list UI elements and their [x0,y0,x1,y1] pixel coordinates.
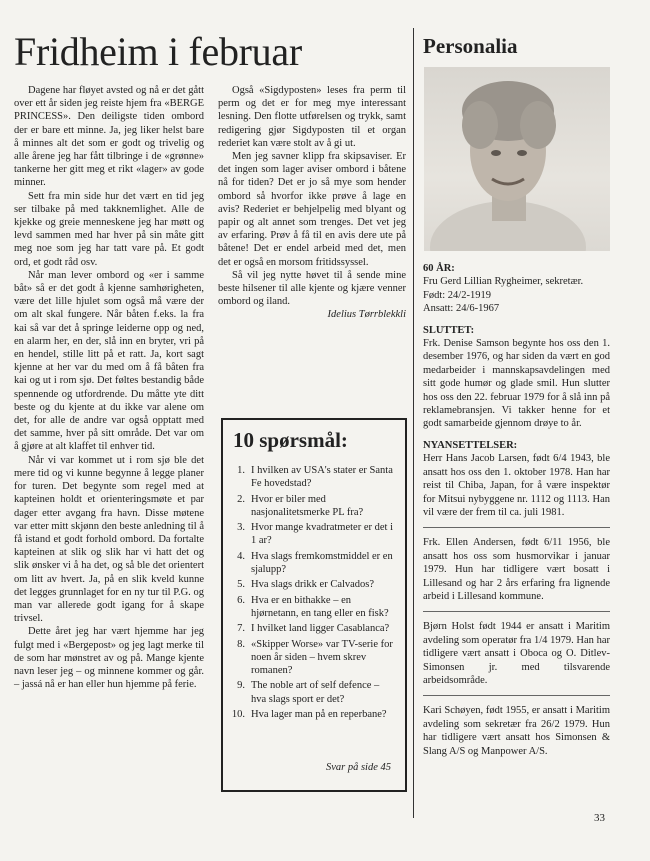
portrait-photo [424,67,610,251]
entry-divider [423,695,610,696]
article-paragraph: Så vil jeg nytte høvet til å sende mine beste hilsener til alle kjente og kjære venner ombord og iland. [218,269,406,308]
quiz-item-number: 4. [237,550,245,562]
article-column-2 [218,84,406,322]
quiz-item-number: 7. [237,623,245,635]
article-paragraph: Når vi var kommet ut i rom sjø ble det mere tid og vi kunne begynne å legge planer for turen. Det begynte som regel med at kapteinen holdt et orienteringsmøte et par dager etter avgang fra havn. Disse møtene var etter mitt skjønn den beste anledning til å få istand et godt forhold ombord. Da fortalte kapteinen at slik og slik har vi hatt det og slik ønsker vi å ha det, og så ble det orientert om litt av hvert. Ja, på en slik kveld kunne det legges grunnlaget for en ny tur til P.G. og man var allerede godt igang for å skape trivsel. [14,454,204,625]
new-hires-heading: NYANSETTELSER: [423,439,518,451]
portrait-figure [424,67,610,251]
quiz-item-text: The noble art of self defence – hva slags sport er det? [251,680,380,705]
page-number: 33 [594,812,605,824]
quiz-item-number: 2. [237,493,245,505]
quiz-item-number: 6. [237,594,245,606]
quiz-item [227,493,397,520]
anniversary-line: Ansatt: 24/6-1967 [423,303,500,315]
quit-heading: SLUTTET: [423,324,475,336]
quiz-item [227,679,397,706]
quiz-answer-reference: Svar på side 45 [325,762,391,773]
entry-divider [423,611,610,612]
article-paragraph: Sett fra min side hur det vært en tid jeg ser tilbake på med takknemlighet. Alle de kjekke og greie menneskene jeg har møtt og levd sammen med har hver på sin måte gitt meg noe som jeg har tatt vare på. Et godt ord, et godt råd osv. [14,190,204,268]
quiz-item-number: 5. [237,579,245,591]
quiz-item-text: «Skipper Worse» var TV-serie for noen år siden – hvem skrev romanen? [251,638,393,677]
quiz-item [227,622,397,635]
entry-divider [423,527,610,528]
quiz-item-number: 10. [231,709,245,721]
quiz-item-number: 3. [237,522,245,534]
article-paragraph: Dette året jeg har vært hjemme har jeg fulgt med i «Bergepost» og jeg lagt merke til de som har mønstret av og på. Mange kjente navn leser jeg – og minnene kommer og går. – jassá nå er han eller hun hjemme på ferie. [14,626,204,691]
quiz-item-text: I hvilken av USA's stater er Santa Fe hovedstad? [251,465,393,490]
article-paragraph: Når man lever ombord og «er i samme båt» så er det godt å kjenne samhørigheten, være det lille hjulet som også må være der om alt skal fungere. Når båten f.eks. la fra kai så var det å springe leiderne opp og ned, en alarm her, en der, slå inn en bryter, vri på en hendel, stille litt på et ratt. Ja, kort sagt kjenne at her var du med om å få båten fra kai og ut i rom sjø. Det føltes bestandig både spennende og utfordrende. Du måtte yte ditt beste og du kjente at du ikke var alene om det, for alle de andre var også opptatt med det samme, hver på sitt område. Det var om å gjøre at alt klaffet til enhver tid. [14,269,204,453]
article-paragraph: Også «Sigdyposten» leses fra perm til perm og det er for meg mye interessant lesning. Den flotte utførelsen og trykk, samt redigering gjør Sigdyposten til et organ rederiet kan være stolt av å gi ut. [218,85,406,149]
personalia-title: Personalia [423,34,518,58]
quiz-box [221,418,407,792]
quiz-item-text: Hva slags fremkomstmiddel er en sjalupp? [251,550,393,576]
quiz-item-text: Hvor er biler med nasjonalitetsmerke PL fra? [251,493,364,518]
quiz-list [227,464,397,723]
article-column-1 [14,84,204,691]
quiz-item-number: 9. [237,680,245,692]
article-title: Fridheim i februar [14,29,302,74]
new-hire-entry: Kari Schøyen, født 1955, er ansatt i Maritim avdeling som sekretær fra 26/2 1979. Hun har tidligere vært ansatt hos Simonsen & Slang A/S og Manpower A/S. [423,705,610,757]
quiz-title: 10 spørsmål: [233,428,348,452]
quiz-item [227,594,397,621]
quiz-item-number: 8. [237,638,245,650]
quiz-item-text: I hvilket land ligger Casablanca? [251,623,390,635]
quiz-item-text: Hva lager man på en reperbane? [251,709,387,721]
quiz-item [227,550,397,577]
quiz-item-text: Hva er en bithakke – en hjørnetann, en tang eller en fisk? [251,594,389,619]
new-hire-entry: Frk. Ellen Andersen, født 6/11 1956, ble ansatt hos oss som husmorvikar i januar 1979. Hun har tidligere vært bosatt i Lillesand og har 2 års erfaring fra lignende arbeid i Lillesand kommune. [423,537,610,602]
article-paragraph: Men jeg savner klipp fra skipsaviser. Er det ingen som lager aviser ombord i båtene nå for tiden? Det er jo så mye som hender ombord så hvorfor ikke prøve å lage en avis? Rederiet er behjelpelig med blyant og papir og alt annet som trenges. Det vet jeg av erfaring. Prøv å få til en avis dere ute på båtene! Det er endel arbeid med det, men det er også en morsom fritidssyssel. [218,151,406,268]
quiz-item [227,638,397,678]
quiz-item-text: Hvor mange kvadratmeter er det i 1 ar? [251,522,393,547]
quiz-item-number: 1. [237,465,245,476]
new-hire-entry: Bjørn Holst født 1944 er ansatt i Maritim avdeling som operatør fra 1/4 1979. Han har tidligere vært ansatt i Oboca og O. Ditlev-Simonsen jr. med tilsvarende arbeidsområde. [423,621,610,686]
personalia-content [423,262,610,758]
article-paragraph: Dagene har fløyet avsted og nå er det gått over ett år siden jeg reiste hjem fra «BERGE PRINCESS». Den deiligste tiden ombord der er bare ett minne. Ja, jeg liker helst bare å minnes alt det som er godt og trivelig og alle årene jeg har fått tilbringe i de «grønne» tankerne her gitt meg et rikt «lager» av gode minner. [14,85,204,189]
anniversary-line: Født: 24/2-1919 [423,289,491,301]
article-signature: Idelius Tørrblekkli [327,309,406,321]
new-hire-entry: Herr Hans Jacob Larsen, født 6/4 1943, ble ansatt hos oss den 1. oktober 1978. Han har reist til Chiba, Japan, for å være inspektør for Mitsui nybyggene nr. 1112 og 1113. Han vil være der frem til ca. juli 1981. [423,453,610,518]
column-divider [413,28,414,818]
anniversary-heading: 60 ÅR: [423,263,455,274]
quiz-item [227,521,397,548]
quit-text: Frk. Denise Samson begynte hos oss den 1. desember 1976, og har siden da vært en god medarbeider i mannskapsavdelingen med sitt gode humør og glade smil. Hun slutter hos oss den 22. februar 1979 for å slå inn på reklamebransjen. Vi takker henne for et godt samarbeide gjennom drøye to år. [423,338,610,430]
quiz-item [227,708,397,721]
quiz-item [227,578,397,591]
anniversary-line: Fru Gerd Lillian Rygheimer, sekretær. [423,276,584,288]
quiz-item-text: Hva slags drikk er Calvados? [251,579,375,591]
quiz-item [227,464,397,491]
